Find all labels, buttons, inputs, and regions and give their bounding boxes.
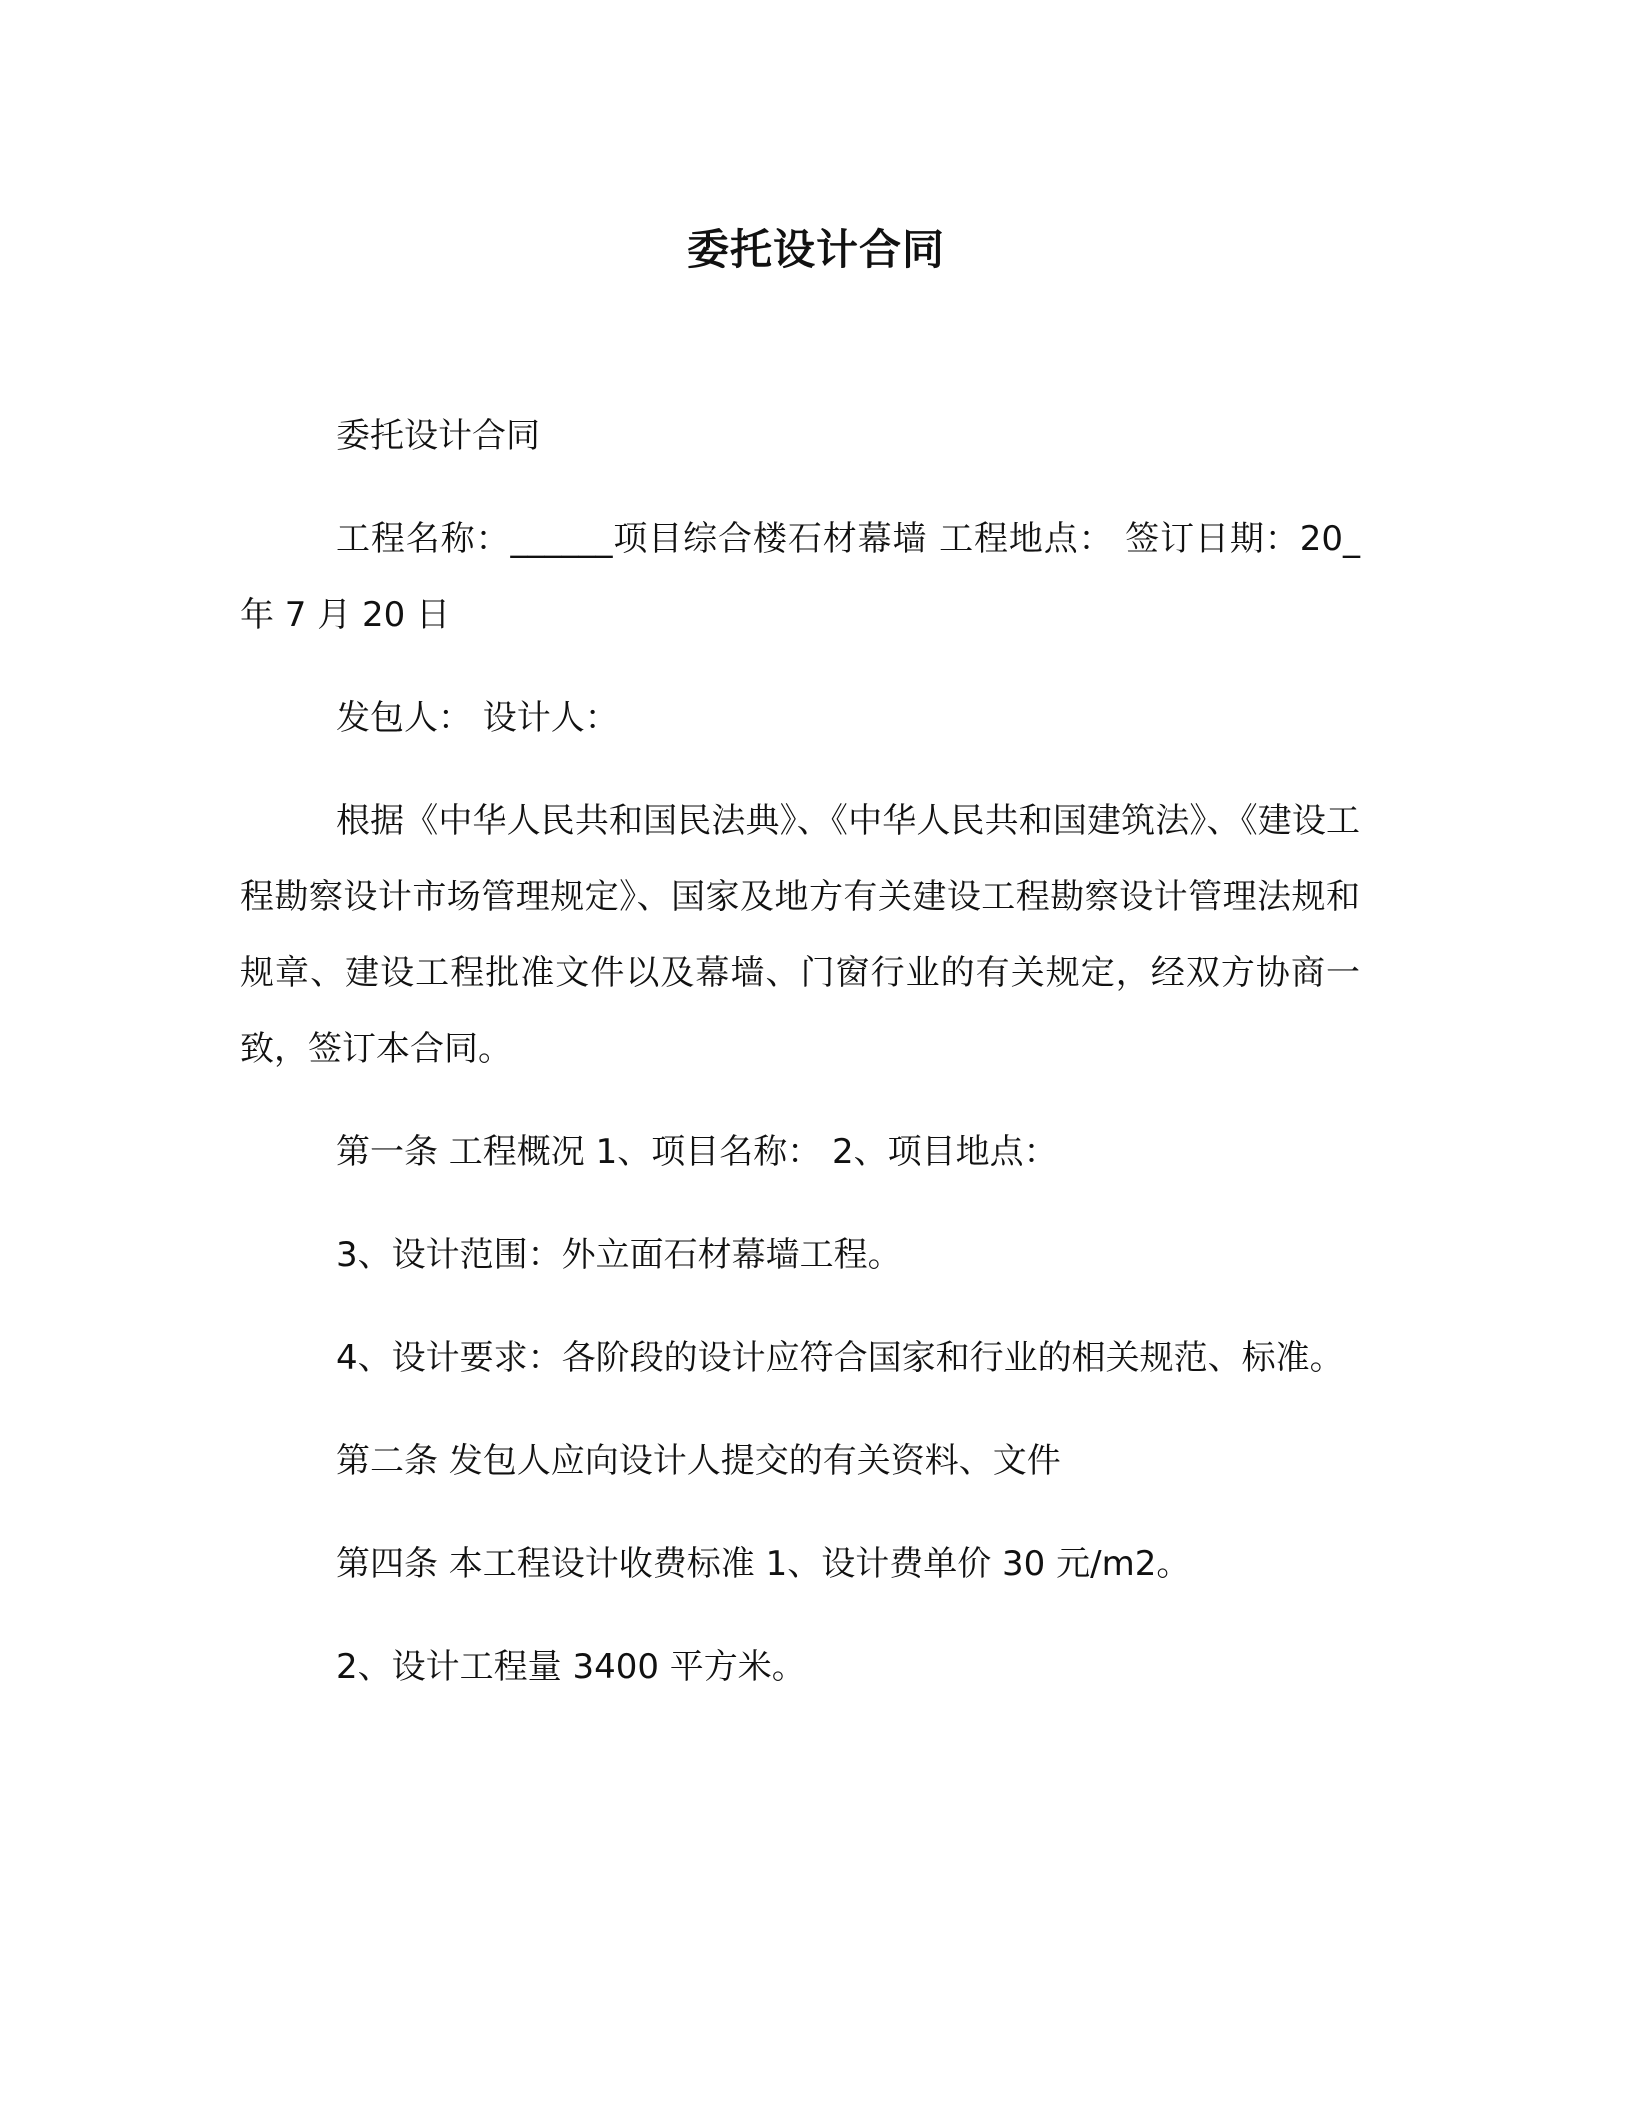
paragraph-design-scope: 3、设计范围：外立面石材幕墙工程。 — [336, 1235, 902, 1275]
paragraph-article-4: 第四条 本工程设计收费标准 1、设计费单价 30 元/m2。 — [336, 1544, 1191, 1584]
document-title: 委托设计合同 — [686, 225, 945, 274]
document-body — [240, 398, 1360, 1732]
paragraph-article-2: 第二条 发包人应向设计人提交的有关资料、文件 — [336, 1441, 1061, 1481]
paragraph-subtitle: 委托设计合同 — [336, 416, 540, 456]
paragraph-design-quantity: 2、设计工程量 3400 平方米。 — [336, 1647, 806, 1687]
paragraph-article-1: 第一条 工程概况 1、项目名称： 2、项目地点： — [336, 1132, 1058, 1172]
paragraph-design-requirements: 4、设计要求：各阶段的设计应符合国家和行业的相关规范、标准。 — [336, 1338, 1344, 1378]
paragraph-parties: 发包人： 设计人： — [336, 698, 619, 738]
paragraph-project-info: 工程名称：______项目综合楼石材幕墙 工程地点： 签订日期：20_年 7 月 20 日 — [240, 519, 1360, 635]
paragraph-legal-basis: 根据《中华人民共和国民法典》、《中华人民共和国建筑法》、《建设工程勘察设计市场管理规定》、国家及地方有关建设工程勘察设计管理法规和规章、建设工程批准文件以及幕墙、门窗行业的有关规定，经双方协商一致，签订本合同。 — [240, 801, 1360, 1069]
